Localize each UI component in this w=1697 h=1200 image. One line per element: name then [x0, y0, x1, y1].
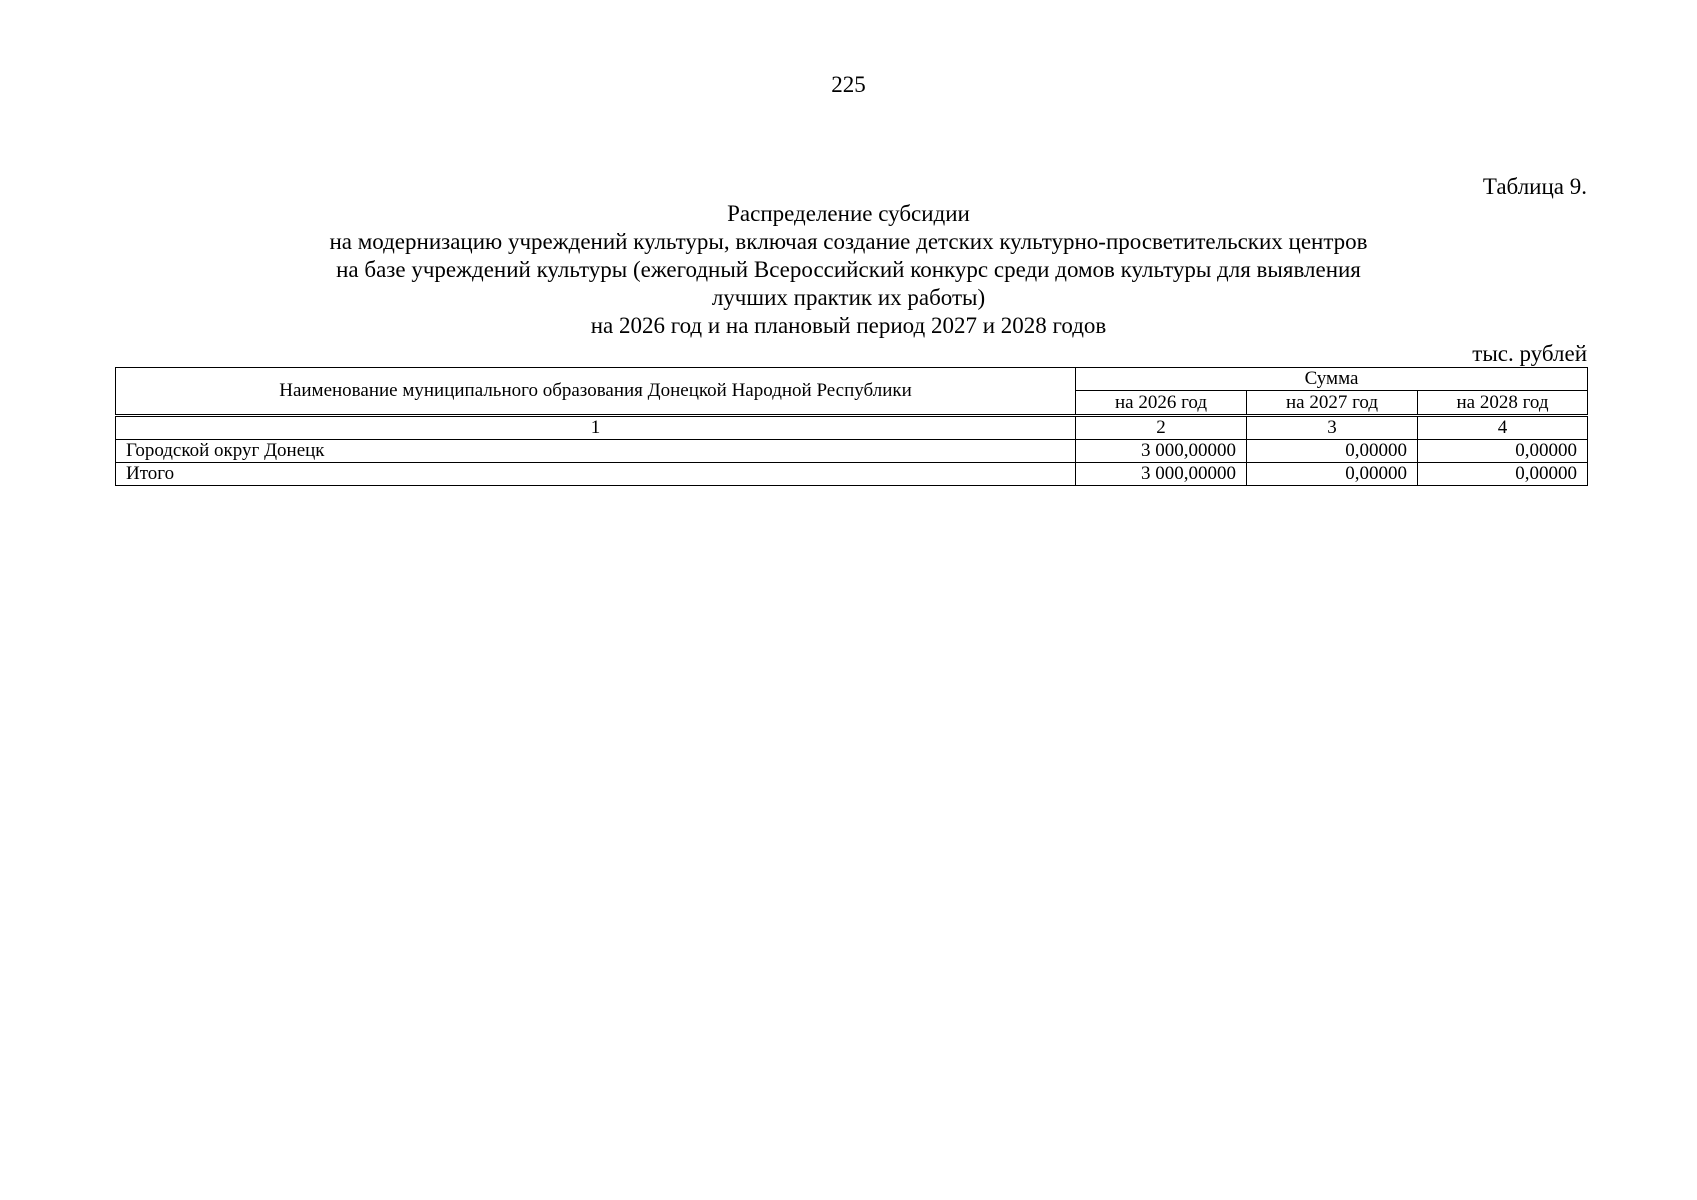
row-amount-2026: 3 000,00000	[1076, 440, 1247, 463]
table-row-total	[116, 463, 1588, 486]
title-line-4: лучших практик их работы)	[711, 285, 986, 310]
subsidy-table-container	[115, 367, 1587, 486]
row-amount-2028: 0,00000	[1418, 440, 1588, 463]
title-line-1: Распределение субсидии	[727, 201, 970, 226]
column-number-2: 2	[1076, 416, 1247, 440]
document-title	[0, 200, 1697, 340]
column-number-3: 3	[1247, 416, 1418, 440]
row-municipality-name: Городской округ Донецк	[116, 440, 1076, 463]
header-year-2027: на 2027 год	[1247, 391, 1418, 416]
row-amount-2027: 0,00000	[1247, 440, 1418, 463]
column-number-1: 1	[116, 416, 1076, 440]
header-year-2028: на 2028 год	[1418, 391, 1588, 416]
column-number-4: 4	[1418, 416, 1588, 440]
title-line-2: на модернизацию учреждений культуры, включая создание детских культурно-просветительских центров	[329, 229, 1368, 254]
header-municipality-name: Наименование муниципального образования Донецкой Народной Республики	[116, 368, 1076, 416]
header-year-2026: на 2026 год	[1076, 391, 1247, 416]
table-label: Таблица 9.	[1482, 174, 1587, 199]
units-label: тыс. рублей	[1472, 341, 1587, 366]
header-sum-group: Сумма	[1076, 368, 1588, 391]
page-number: 225	[831, 72, 866, 97]
total-amount-2027: 0,00000	[1247, 463, 1418, 486]
table-row	[116, 440, 1588, 463]
title-line-3: на базе учреждений культуры (ежегодный Всероссийский конкурс среди домов культуры для выявления	[336, 257, 1361, 282]
header-row-1	[116, 368, 1588, 391]
total-amount-2028: 0,00000	[1418, 463, 1588, 486]
title-line-5: на 2026 год и на плановый период 2027 и 2028 годов	[590, 313, 1107, 338]
subsidy-table	[115, 367, 1588, 486]
total-label: Итого	[116, 463, 1076, 486]
column-number-row	[116, 416, 1588, 440]
total-amount-2026: 3 000,00000	[1076, 463, 1247, 486]
